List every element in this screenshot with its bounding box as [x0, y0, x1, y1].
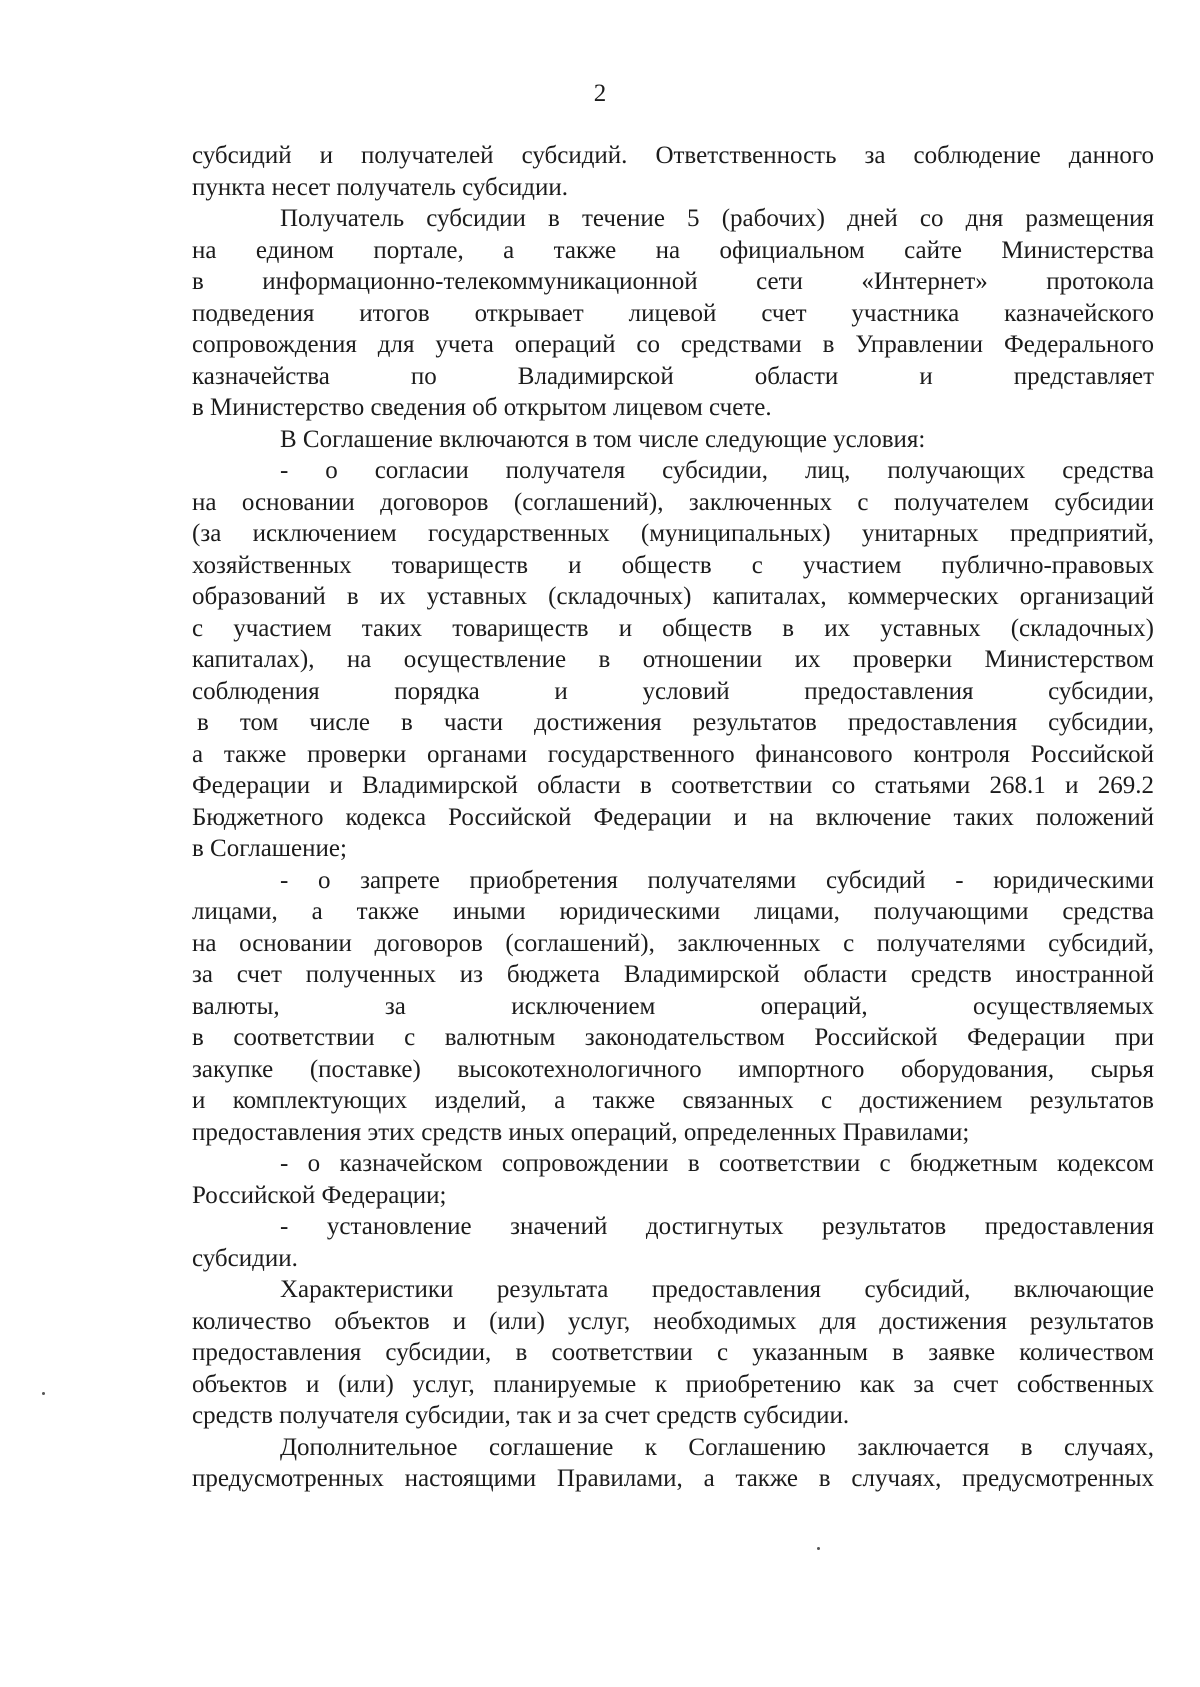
text-line: субсидий и получателей субсидий. Ответственность за соблюдение данного [192, 142, 1154, 169]
text-line: Федерации и Владимирской области в соответствии со статьями 268.1 и 269.2 [192, 772, 1154, 799]
text-line: за счет полученных из бюджета Владимирской области средств иностранной [192, 961, 1154, 988]
text-line: (за исключением государственных (муниципальных) унитарных предприятий, [192, 520, 1154, 547]
text-line: валюты, за исключением операций, осуществляемых [192, 992, 1154, 1020]
text-line: лицами, а также иными юридическими лицами, получающими средства [192, 898, 1154, 925]
text-line: а также проверки органами государственного финансового контроля Российской [192, 740, 1154, 768]
text-line: соблюдения порядка и условий предоставления субсидии, [192, 677, 1154, 705]
text-line: предоставления этих средств иных операций, определенных Правилами; [192, 1118, 970, 1146]
text-line: субсидии. [192, 1244, 298, 1272]
text-line: и комплектующих изделий, а также связанных с достижением результатов [192, 1087, 1154, 1114]
text-line: Бюджетного кодекса Российской Федерации и на включение таких положений [192, 803, 1154, 831]
document-body [192, 140, 1154, 1495]
text-line: образований в их уставных (складочных) капиталах, коммерческих организаций [192, 583, 1154, 610]
text-line: Российской Федерации; [192, 1181, 447, 1209]
text-line: в информационно-телекоммуникационной сети «Интернет» протокола [192, 268, 1154, 295]
text-line: Характеристики результата предоставления субсидий, включающие [280, 1276, 1154, 1303]
text-line: средств получателя субсидии, так и за счет средств субсидии. [192, 1402, 850, 1429]
text-line: сопровождения для учета операций со средствами в Управлении Федерального [192, 331, 1154, 358]
text-line: в Министерство сведения об открытом лицевом счете. [192, 394, 772, 421]
text-line: хозяйственных товариществ и обществ с участием публично-правовых [192, 551, 1154, 579]
text-line: закупке (поставке) высокотехнологичного импортного оборудования, сырья [192, 1055, 1154, 1083]
scan-speck [817, 1547, 820, 1550]
text-line: - установление значений достигнутых результатов предоставления [280, 1213, 1154, 1240]
text-line: в соответствии с валютным законодательством Российской Федерации при [192, 1024, 1154, 1051]
text-line: на основании договоров (соглашений), заключенных с получателем субсидии [192, 488, 1154, 516]
text-line: предусмотренных настоящими Правилами, а также в случаях, предусмотренных [192, 1465, 1154, 1492]
text-line: объектов и (или) услуг, планируемые к приобретению как за счет собственных [192, 1370, 1154, 1398]
text-line: Дополнительное соглашение к Соглашению заключается в случаях, [280, 1433, 1154, 1461]
text-line: пункта несет получатель субсидии. [192, 173, 568, 201]
text-line: на основании договоров (соглашений), заключенных с получателями субсидий, [192, 929, 1154, 957]
text-line: в Соглашение; [192, 835, 347, 862]
page-number: 2 [593, 80, 607, 107]
text-line: капиталах), на осуществление в отношении их проверки Министерством [192, 646, 1154, 673]
text-line: подведения итогов открывает лицевой счет участника казначейского [192, 299, 1154, 327]
text-line: в том числе в части достижения результатов предоставления субсидии, [197, 709, 1154, 736]
text-line: количество объектов и (или) услуг, необходимых для достижения результатов [192, 1307, 1154, 1335]
text-line: казначейства по Владимирской области и представляет [192, 362, 1154, 390]
text-line: на едином портале, а также на официальном сайте Министерства [192, 236, 1154, 264]
text-line: - о согласии получателя субсидии, лиц, получающих средства [280, 457, 1154, 484]
text-line: с участием таких товариществ и обществ в их уставных (складочных) [192, 614, 1154, 642]
text-line: - о запрете приобретения получателями субсидий - юридическими [280, 866, 1154, 894]
text-line: - о казначейском сопровождении в соответствии с бюджетным кодексом [280, 1150, 1154, 1177]
text-line: предоставления субсидии, в соответствии с указанным в заявке количеством [192, 1339, 1154, 1366]
text-line: В Соглашение включаются в том числе следующие условия: [280, 425, 926, 453]
text-line: Получатель субсидии в течение 5 (рабочих) дней со дня размещения [280, 205, 1154, 232]
scan-speck [42, 1392, 45, 1395]
